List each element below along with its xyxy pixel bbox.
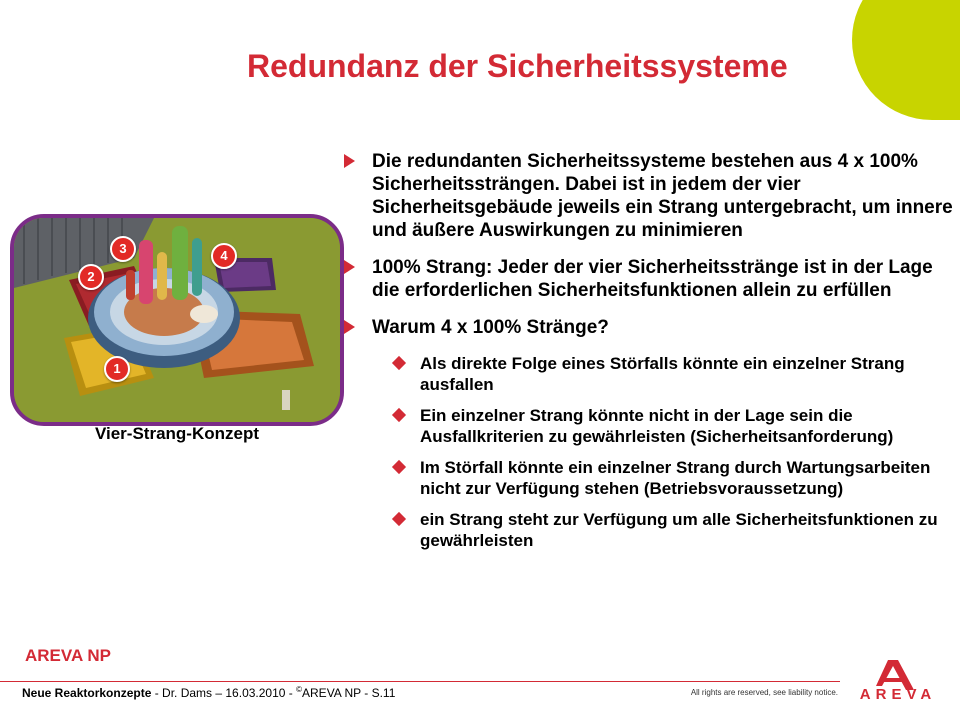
diamond-bullet-icon: [392, 356, 406, 370]
copyright-symbol: ©: [296, 685, 303, 694]
footer-info: [22, 685, 395, 700]
sub-bullet-item: [340, 457, 958, 499]
four-train-illustration: [10, 214, 344, 426]
areva-logo-text: AREVA: [859, 686, 937, 703]
train-marker-2: 2: [78, 264, 104, 290]
bullet-text: Die redundanten Sicherheitssysteme bestehen aus 4 x 100% Sicherheitssträngen. Dabei ist in jedem der vier Sicherheitsgebäude jeweils ein Strang untergebracht, um innere und äußere Auswirkungen zu minimieren: [372, 151, 953, 241]
presentation-name: Neue Reaktorkonzepte: [22, 686, 152, 700]
triangle-bullet-icon: [344, 154, 355, 168]
triangle-bullet-icon: [344, 320, 355, 334]
triangle-bullet-icon: [344, 260, 355, 274]
train-marker-4: 4: [211, 243, 237, 269]
footer-divider: [0, 681, 840, 682]
train-marker-1: 1: [104, 356, 130, 382]
diamond-bullet-icon: [392, 512, 406, 526]
train-marker-3: 3: [110, 236, 136, 262]
corner-decoration: [852, 0, 960, 120]
rights-notice: All rights are reserved, see liability notice.: [690, 688, 838, 697]
slide-title: Redundanz der Sicherheitssysteme: [247, 48, 788, 84]
sub-bullet-text: ein Strang steht zur Verfügung um alle Sicherheitsfunktionen zu gewährleisten: [420, 510, 938, 550]
bullet-item: [340, 256, 958, 302]
bullet-list: [340, 150, 958, 561]
sub-bullet-item: [340, 353, 958, 395]
bullet-item: [340, 316, 958, 339]
bullet-text: 100% Strang: Jeder der vier Sicherheitsstränge ist in der Lage die erforderlichen Sicherheitsfunktionen allein zu erfüllen: [372, 257, 933, 301]
sub-bullet-item: [340, 405, 958, 447]
diamond-bullet-icon: [392, 460, 406, 474]
reactor-building-drawing: [14, 218, 340, 422]
figure-caption: Vier-Strang-Konzept: [94, 424, 260, 443]
bullet-text: Warum 4 x 100% Stränge?: [372, 317, 609, 338]
sub-bullet-text: Als direkte Folge eines Störfalls könnte ein einzelner Strang ausfallen: [420, 354, 905, 394]
presentation-details: - Dr. Dams – 16.03.2010 -: [151, 686, 297, 700]
sub-bullet-item: [340, 509, 958, 551]
diamond-bullet-icon: [392, 408, 406, 422]
brand-label: AREVA NP: [25, 646, 111, 665]
company-page: AREVA NP - S.11: [302, 686, 396, 700]
bullet-item: [340, 150, 958, 242]
sub-bullet-text: Im Störfall könnte ein einzelner Strang durch Wartungsarbeiten nicht zur Verfügung stehen (Betriebsvoraussetzung): [420, 458, 931, 498]
sub-bullet-text: Ein einzelner Strang könnte nicht in der Lage sein die Ausfallkriterien zu gewährleisten (Sicherheitsanforderung): [420, 406, 894, 446]
